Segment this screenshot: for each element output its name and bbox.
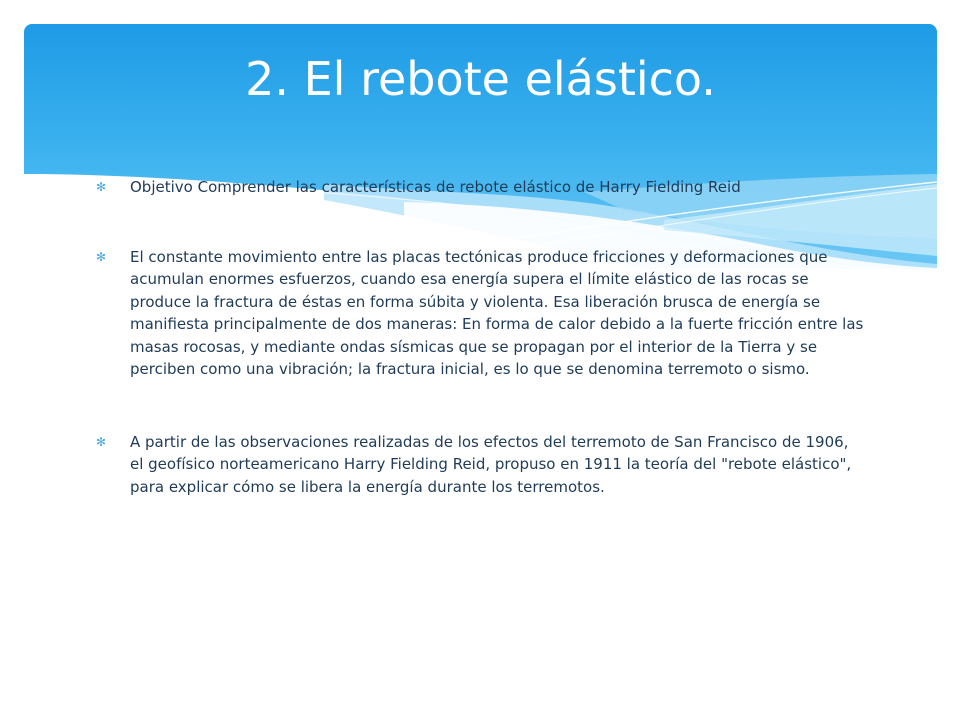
- bullet-list: [96, 176, 866, 498]
- asterisk-icon: ✻: [96, 249, 107, 264]
- bullet-item: [96, 431, 866, 499]
- slide-title: 2. El rebote elástico.: [245, 52, 716, 106]
- asterisk-icon: ✻: [96, 180, 107, 194]
- asterisk-icon: ✻: [96, 434, 107, 449]
- bullet-text: El constante movimiento entre las placas tectónicas produce fricciones y deformaciones que acumulan enormes esfuerzos, cuando esa energía supera el límite elástico de las rocas se produce la fractura de éstas en forma súbita y violenta. Esa liberación brusca de energía se manifiesta principalmente de dos maneras: En forma de calor debido a la fuerte fricción entre las masas rocosas, y mediante ondas sísmicas que se propagan por el interior de la Tierra y se perciben como una vibración; la fractura inicial, es lo que se denomina terremoto o sismo.: [130, 247, 864, 378]
- bullet-item: [96, 176, 866, 199]
- bullet-item: [96, 246, 866, 381]
- bullet-text: Objetivo Comprender las características de rebote elástico de Harry Fielding Reid: [130, 178, 741, 196]
- bullet-text: A partir de las observaciones realizadas de los efectos del terremoto de San Francisco de 1906, el geofísico norteamericano Harry Fielding Reid, propuso en 1911 la teoría del "rebote elástico", para explicar cómo se libera la energía durante los terremotos.: [130, 432, 852, 496]
